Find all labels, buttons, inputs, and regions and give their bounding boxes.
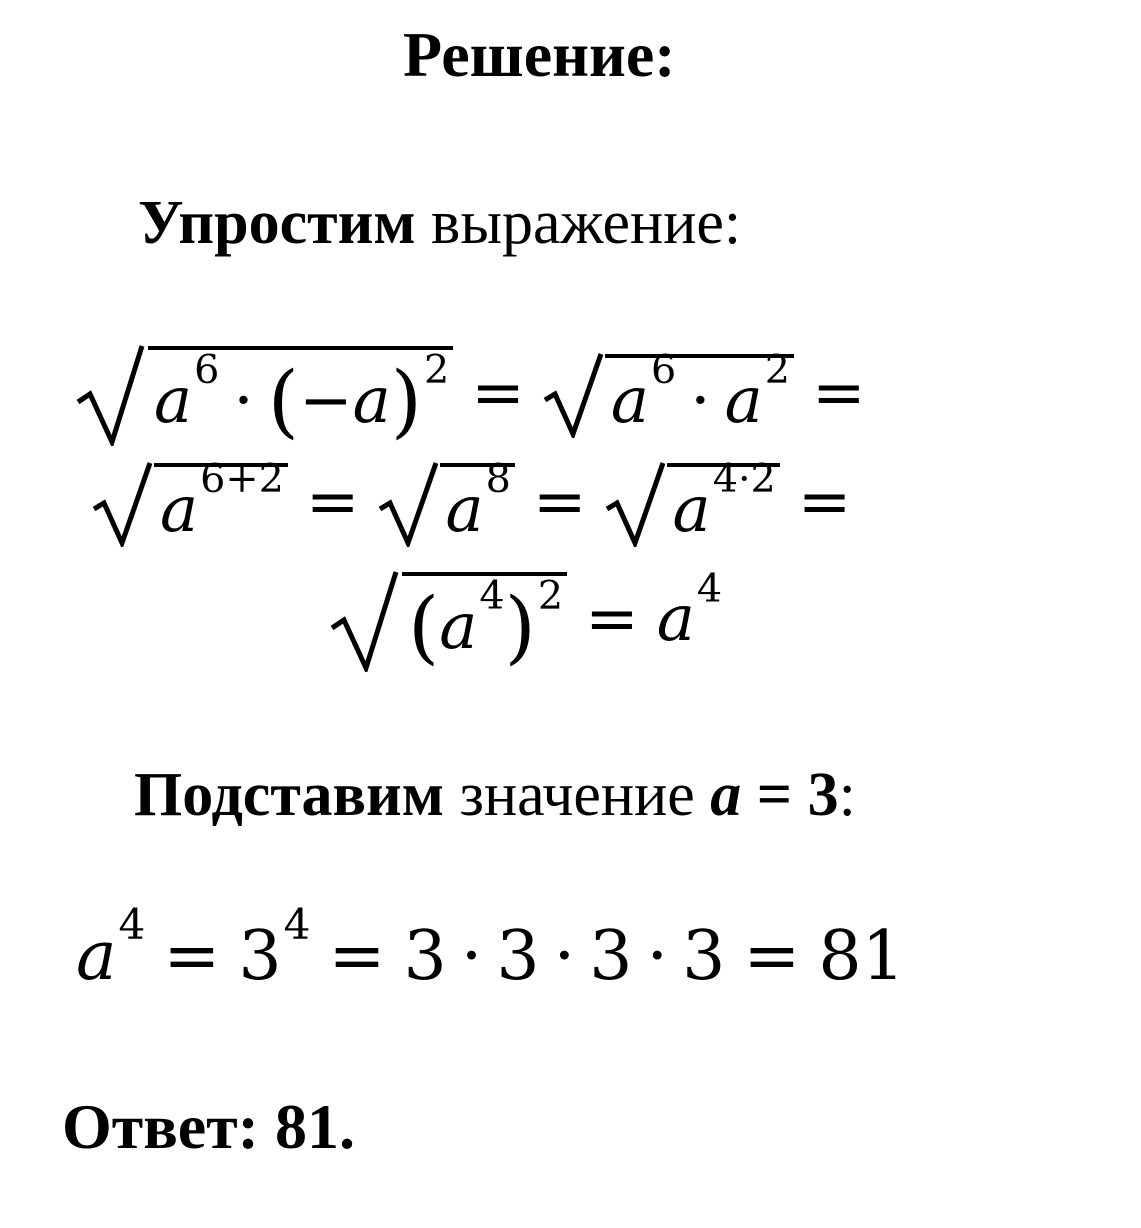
math-line-3: ( a $^4$ ) $^2$ = a $^4$	[330, 564, 722, 674]
answer-line: Ответ: 81.	[62, 1091, 355, 1162]
sqrt-1: a $^6$ · ( −a ) $^2$	[76, 340, 453, 446]
step-simplify	[138, 188, 741, 259]
step-substitute-rest: значение	[443, 761, 711, 829]
radical-sign-icon	[76, 340, 148, 446]
step-substitute-colon: :	[838, 761, 856, 829]
result-value: 81	[818, 916, 905, 996]
solution-title: Решение:	[403, 19, 676, 90]
step-simplify-bold: Упростим	[138, 189, 416, 257]
sqrt-5: a $^{4\cdot 2}$	[605, 457, 780, 547]
step-substitute-var: a	[710, 761, 742, 829]
radical-sign-icon	[605, 457, 667, 547]
step-simplify-rest: выражение:	[415, 189, 742, 257]
radical-sign-icon	[378, 457, 440, 547]
math-line-4: a $^4$ = 3 $^4$ = 3 · 3 · 3 · 3 = 81	[76, 899, 905, 996]
step-substitute-bold: Подставим	[134, 761, 444, 829]
math-line-2: a $^{6+2}$ = a $^8$ = a $^{4\cdot 2}$ =	[92, 452, 869, 552]
step-substitute-value: = 3	[741, 761, 839, 829]
sqrt-2: a $^6$ · a $^2$	[543, 348, 794, 438]
math-line-1: a $^6$ · ( −a ) $^2$ = a $^6$ · a $^2$ =	[76, 338, 884, 448]
radical-sign-icon	[543, 348, 605, 438]
sqrt-6: ( a $^4$ ) $^2$	[330, 566, 567, 672]
radical-sign-icon	[92, 457, 154, 547]
sqrt-4: a $^8$	[378, 457, 515, 547]
sqrt-3: a $^{6+2}$	[92, 457, 288, 547]
radical-sign-icon	[330, 566, 402, 672]
step-substitute	[134, 760, 856, 831]
